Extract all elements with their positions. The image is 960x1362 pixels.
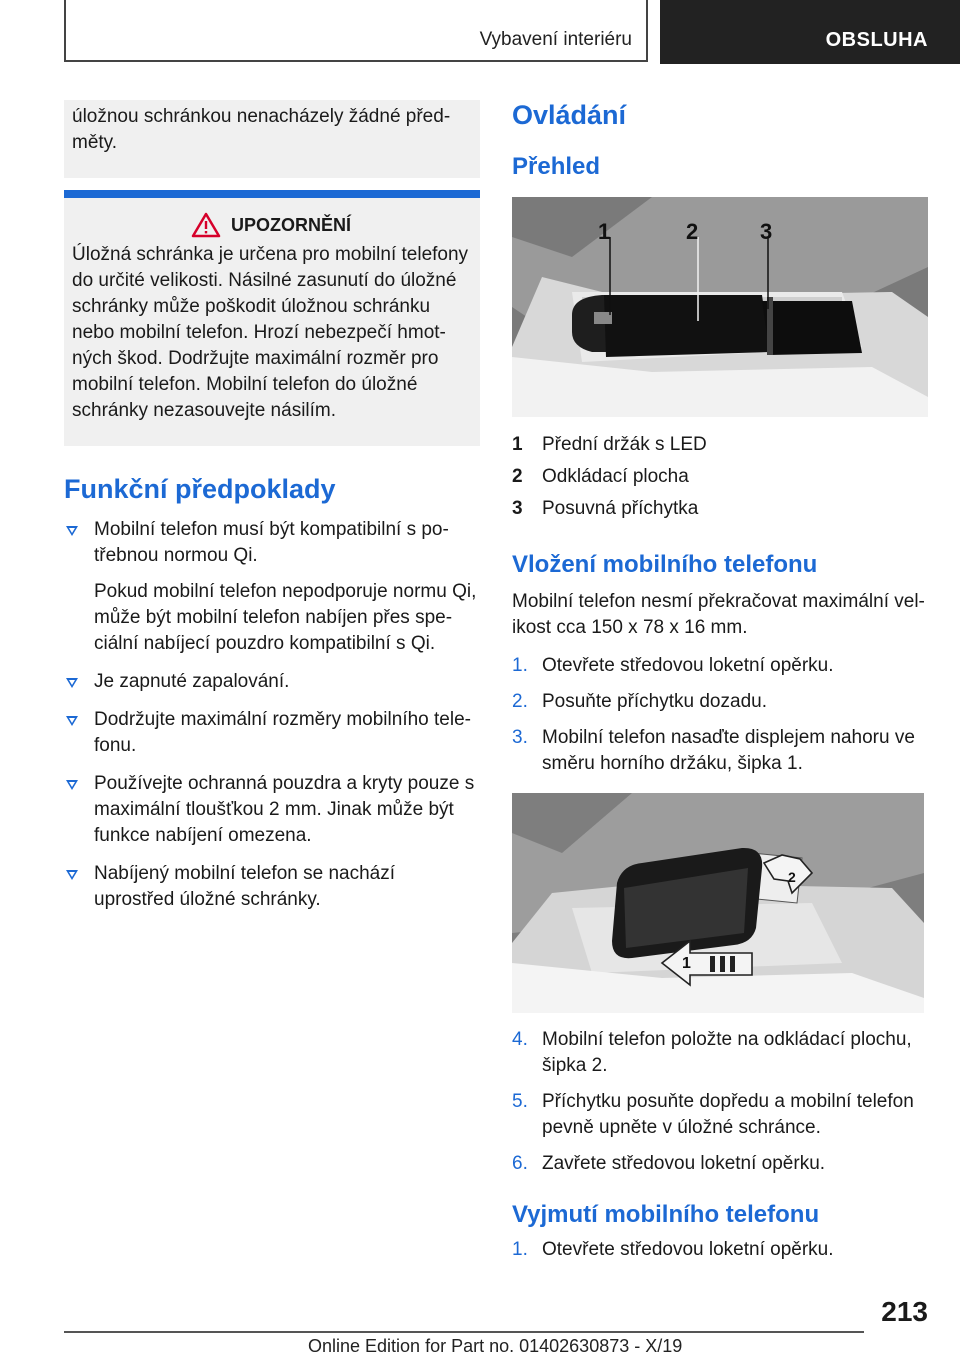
list-item-note: Pokud mobilní telefon nepodporuje normu Qi, může být mobilní telefon nabíjen přes spe-ciální nabíjecí pouzdro kompatibilní s Qi. [94,581,477,654]
right-column [512,100,928,1273]
step-text: Zavřete středovou loketní opěrku. [542,1153,826,1174]
header-chapter-tab [660,0,960,64]
step-item [512,1237,928,1263]
warning-bar [64,190,480,198]
left-column [64,100,480,925]
list-item-text: Je zapnuté zapalování. [94,671,290,692]
list-item-text: Nabíjený mobilní telefon se nachází uprostřed úložné schránky. [94,863,396,910]
figure1-callout-1: 1 [598,219,611,244]
step-number: 1. [512,655,528,676]
place-steps-list [512,1027,928,1177]
step-text: Posuňte příchytku dozadu. [542,691,767,712]
header-section-title: Vybavení interiéru [479,29,632,50]
continuation-box [64,100,480,178]
phone-insertion-illustration [512,793,924,1013]
step-item [512,689,928,715]
list-item [64,861,480,913]
step-number: 3. [512,727,528,748]
step-text: Mobilní telefon nasaďte displejem nahoru ve směru horního držáku, šipka 1. [542,727,915,774]
bullet-triangle-icon [66,780,78,790]
legend-number: 1 [512,434,523,455]
bullet-triangle-icon [66,678,78,688]
insert-phone-title: Vložení mobilního telefonu [512,551,818,578]
page-title: Ovládání [512,100,627,130]
overview-title: Přehled [512,153,601,180]
step-item [512,1027,928,1079]
legend-row [512,429,928,461]
step-number: 4. [512,1029,528,1050]
step-number: 1. [512,1239,528,1260]
list-item-text: Dodržujte maximální rozměry mobilního tele-fonu. [94,709,471,756]
storage-compartment-illustration [512,197,928,417]
prerequisites-list [64,517,480,913]
list-item [64,669,480,695]
step-text: Otevřete středovou loketní opěrku. [542,655,834,676]
bullet-triangle-icon [66,870,78,880]
step-item [512,1151,928,1177]
warning-text: Úložná schránka je určena pro mobilní telefony do určité velikosti. Násilné zasunutí do úložné schránky může poškodit úložnou schránku nebo mobilní telefon. Hrozí nebezpečí hmot-ných škod. Dodržujte maximální rozměr pro mobilní telefon. Mobilní telefon do úložné schránky nezasouvejte násilím. [72,244,469,421]
step-item [512,725,928,777]
remove-phone-title: Vyjmutí mobilního telefonu [512,1201,820,1228]
figure-legend [512,429,928,525]
warning-title: UPOZORNĚNÍ [230,215,351,235]
insert-steps-list [512,653,928,777]
step-number: 2. [512,691,528,712]
step-text: Příchytku posuňte dopředu a mobilní telefon pevně upněte v úložné schránce. [542,1091,914,1138]
warning-header [72,212,470,238]
overview-figure [512,197,928,417]
figure1-callout-2: 2 [686,219,699,244]
insert-phone-figure [512,793,924,1013]
section-title-prerequisites: Funkční předpoklady [64,474,336,504]
continuation-text: úložnou schránkou nenacházely žádné před-měty. [72,106,451,153]
step-item [512,653,928,679]
figure1-callout-3: 3 [760,219,773,244]
warning-box [64,198,480,446]
warning-triangle-icon [191,212,221,238]
legend-row [512,461,928,493]
legend-text: Posuvná příchytka [542,498,699,519]
step-text: Mobilní telefon položte na odkládací plochu, šipka 2. [542,1029,912,1076]
legend-number: 3 [512,498,523,519]
bullet-triangle-icon [66,526,78,536]
step-text: Otevřete středovou loketní opěrku. [542,1239,834,1260]
bullet-triangle-icon [66,716,78,726]
figure2-arrow-2-label: 2 [788,869,796,885]
list-item [64,517,480,657]
insert-phone-text: Mobilní telefon nesmí překračovat maximální vel-ikost cca 150 x 78 x 16 mm. [512,591,925,638]
step-item [512,1089,928,1141]
legend-text: Přední držák s LED [542,434,707,455]
header-chapter-label: OBSLUHA [825,29,928,51]
footer-divider [64,1331,864,1333]
footer-edition: Online Edition for Part no. 01402630873 - X/19 [308,1336,683,1356]
list-item [64,771,480,849]
legend-row [512,493,928,525]
list-item-text: Mobilní telefon musí být kompatibilní s po-třebnou normou Qi. [94,519,449,566]
page-number: 213 [881,1296,928,1327]
legend-text: Odkládací plocha [542,466,689,487]
step-number: 5. [512,1091,528,1112]
legend-number: 2 [512,466,523,487]
header-section-box [64,0,648,62]
list-item-text: Používejte ochranná pouzdra a kryty pouze s maximální tloušťkou 2 mm. Jinak může být funkce nabíjení omezena. [94,773,475,846]
remove-steps-list [512,1237,928,1263]
list-item [64,707,480,759]
step-number: 6. [512,1153,528,1174]
figure2-arrow-1-label: 1 [682,955,691,972]
